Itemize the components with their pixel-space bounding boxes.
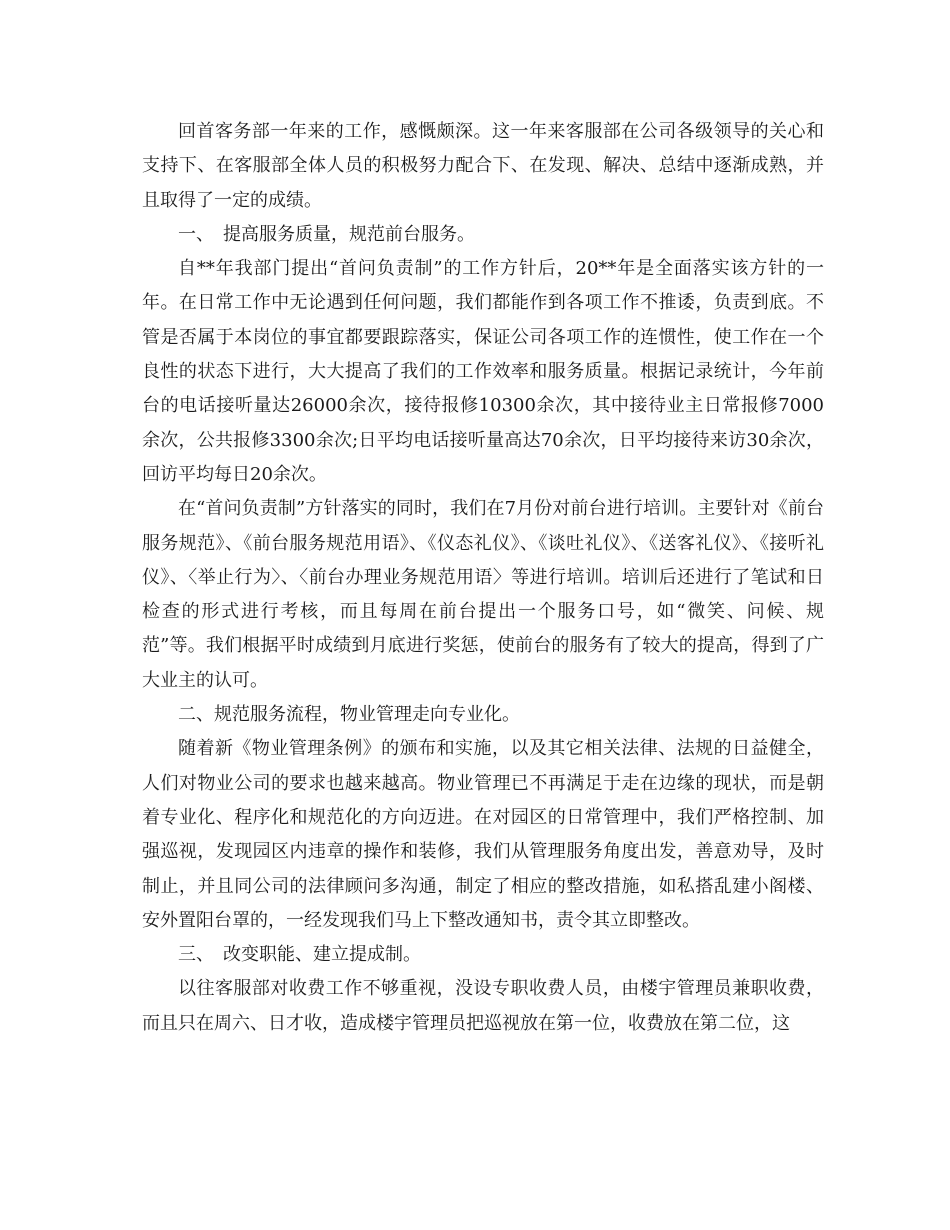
paragraph-professionalization: 随着新《物业管理条例》的颁布和实施，以及其它相关法律、法规的日益健全，人们对物业公司的要求也越来越高。物业管理已不再满足于走在边缘的现状，而是朝着专业化、程序化和规范化的方向迈进。在对园区的日常管理中，我们严格控制、加强巡视，发现园区内违章的操作和装修，我们从管理服务角度出发，善意劝导，及时制止，并且同公司的法律顾问多沟通，制定了相应的整改措施，如私搭乱建小阁楼、安外置阳台罩的，一经发现我们马上下整改通知书，责令其立即整改。 xyxy=(142,738,824,931)
paragraph-intro: 回首客务部一年来的工作，感慨颇深。这一年来客服部在公司各级领导的关心和支持下、在客服部全体人员的积极努力配合下、在发现、解决、总结中逐渐成熟，并且取得了一定的成绩。 xyxy=(142,121,824,211)
paragraph-training: 在“首问负责制”方针落实的同时，我们在7月份对前台进行培训。主要针对《前台服务规范》、《前台服务规范用语》、《仪态礼仪》、《谈吐礼仪》、《送客礼仪》、《接听礼仪》、〈举止行为〉、〈前台办理业务规范用语〉等进行培训。培训后还进行了笔试和日检查的形式进行考核，而且每周在前台提出一个服务口号，如“微笑、问候、规范”等。我们根据平时成绩到月底进行奖惩，使前台的服务有了较大的提高，得到了广大业主的认可。 xyxy=(142,498,824,691)
section-heading-2: 二、规范服务流程，物业管理走向专业化。 xyxy=(178,704,520,726)
section-heading-3: 三、 改变职能、建立提成制。 xyxy=(178,944,421,966)
section-heading-1: 一、 提高服务质量，规范前台服务。 xyxy=(178,223,475,245)
paragraph-fee-collection: 以往客服部对收费工作不够重视，没设专职收费人员，由楼宇管理员兼职收费，而且只在周六、日才收，造成楼宇管理员把巡视放在第一位，收费放在第二位，这 xyxy=(142,978,824,1034)
document-body xyxy=(142,115,824,1041)
paragraph-service-quality: 自**年我部门提出“首问负责制”的工作方针后，20**年是全面落实该方针的一年。在日常工作中无论遇到任何问题，我们都能作到各项工作不推诿，负责到底。不管是否属于本岗位的事宜都要跟踪落实，保证公司各项工作的连惯性，使工作在一个良性的状态下进行，大大提高了我们的工作效率和服务质量。根据记录统计，今年前台的电话接听量达26000余次，接待报修10300余次，其中接待业主日常报修7000余次，公共报修3300余次;日平均电话接听量高达70余次，日平均接待来访30余次，回访平均每日20余次。 xyxy=(142,258,824,485)
